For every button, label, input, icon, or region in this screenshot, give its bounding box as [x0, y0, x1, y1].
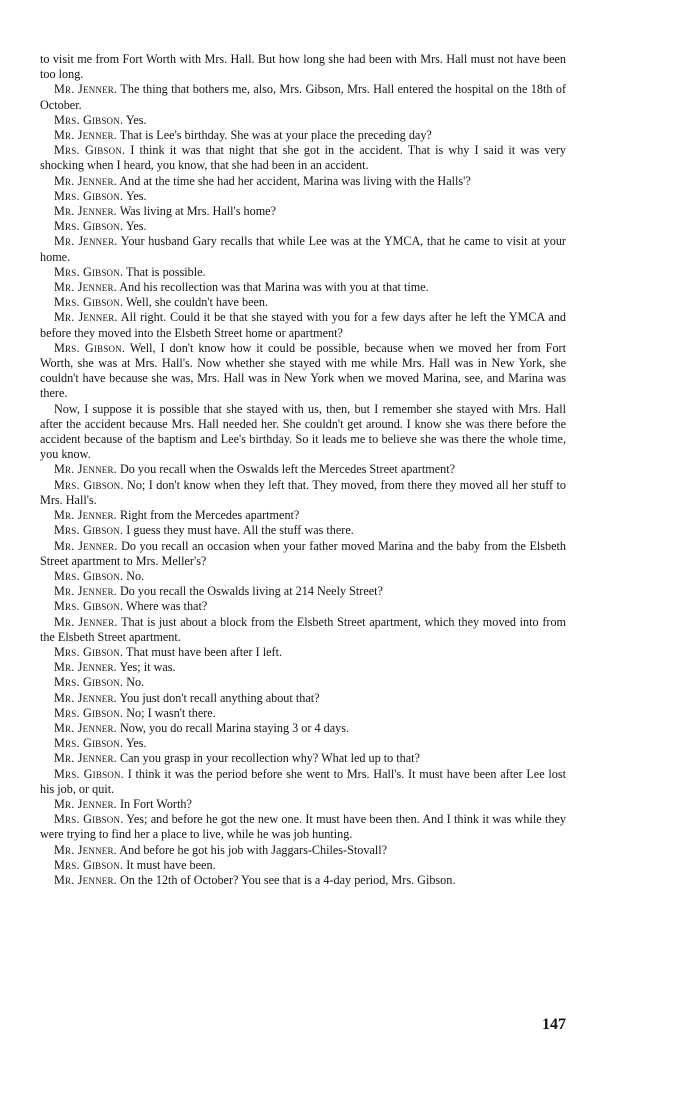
paragraph-text: No; I don't know when they left that. They moved, from there they moved all her stuff to Mrs. Hall's. [40, 477, 567, 507]
speaker-label: Mr. Jenner. [54, 173, 117, 188]
transcript-paragraph [40, 174, 566, 189]
transcript-paragraph [40, 691, 566, 706]
paragraph-text: to visit me from Fort Worth with Mrs. Hall. But how long she had been with Mrs. Hall must not have been too long. [40, 52, 566, 82]
transcript-paragraph [40, 52, 566, 82]
paragraph-text: Was living at Mrs. Hall's home? [119, 204, 276, 219]
paragraph-text: Now, you do recall Marina staying 3 or 4 days. [119, 720, 349, 735]
speaker-label: Mrs. Gibson. [54, 219, 124, 234]
transcript-paragraph [40, 584, 566, 599]
paragraph-text: You just don't recall anything about that? [119, 690, 320, 705]
transcript-paragraph [40, 706, 566, 721]
paragraph-text: Yes. [125, 112, 147, 127]
speaker-label: Mrs. Gibson. [54, 736, 124, 751]
speaker-label: Mrs. Gibson. [54, 812, 124, 827]
paragraph-text: Do you recall an occasion when your father moved Marina and the baby from the Elsbeth Street apartment to Mrs. Meller's? [40, 538, 567, 568]
paragraph-text: Your husband Gary recalls that while Lee was at the YMCA, that he came to visit at your home. [40, 234, 566, 264]
transcript-paragraph [40, 478, 566, 508]
transcript-paragraph [40, 675, 566, 690]
speaker-label: Mrs. Gibson. [54, 477, 124, 492]
transcript-paragraph [40, 599, 566, 614]
speaker-label: Mr. Jenner. [54, 128, 117, 143]
speaker-label: Mr. Jenner. [54, 82, 118, 97]
transcript-paragraph [40, 843, 566, 858]
transcript-paragraph [40, 767, 566, 797]
paragraph-text: Well, she couldn't have been. [126, 295, 269, 310]
paragraph-text: Where was that? [126, 599, 208, 614]
speaker-label: Mrs. Gibson. [54, 705, 124, 720]
paragraph-text: Right from the Mercedes apartment? [119, 508, 300, 523]
paragraph-text: Yes; and before he got the new one. It must have been then. And I think it was while they were trying to find her a place to live, while he was job hunting. [40, 812, 566, 842]
speaker-label: Mrs. Gibson. [54, 675, 124, 690]
paragraph-text: All right. Could it be that she stayed with you for a few days after he left the YMCA and before they moved into the Elsbeth Street home or apartment? [40, 310, 567, 340]
speaker-label: Mr. Jenner. [54, 660, 117, 675]
speaker-label: Mrs. Gibson. [54, 644, 124, 659]
paragraph-text: Can you grasp in your recollection why? What led up to that? [119, 751, 420, 766]
speaker-label: Mrs. Gibson. [54, 766, 124, 781]
transcript-paragraph [40, 523, 566, 538]
transcript-paragraph [40, 858, 566, 873]
transcript-paragraph [40, 660, 566, 675]
speaker-label: Mr. Jenner. [54, 720, 117, 735]
transcript-paragraph [40, 143, 566, 173]
paragraph-text: Yes. [125, 188, 147, 203]
paragraph-text: That is possible. [126, 264, 206, 279]
speaker-label: Mrs. Gibson. [54, 857, 124, 872]
speaker-label: Mr. Jenner. [54, 234, 118, 249]
paragraph-text: I think it was the period before she went to Mrs. Hall's. It must have been after Lee lost his job, or quit. [40, 766, 566, 796]
paragraph-text: Well, I don't know how it could be possible, because when we moved her from Fort Worth, she was at Mrs. Hall's. Now whether she stayed with me while Mrs. Hall was in New York, she couldn't have because she was, Mrs. Hall was in New York when we moved Marina, see, and Marina was there. [40, 340, 566, 401]
transcript-paragraph [40, 295, 566, 310]
paragraph-text: That is just about a block from the Elsbeth Street apartment, which they moved into from the Elsbeth Street apartment. [40, 614, 567, 644]
speaker-label: Mrs. Gibson. [54, 143, 126, 158]
transcript-paragraph [40, 113, 566, 128]
paragraph-text: Yes. [125, 736, 147, 751]
transcript-paragraph [40, 751, 566, 766]
transcript-paragraph [40, 508, 566, 523]
speaker-label: Mrs. Gibson. [54, 112, 124, 127]
paragraph-text: On the 12th of October? You see that is a 4-day period, Mrs. Gibson. [119, 872, 456, 887]
paragraph-text: I think it was that night that she got in the accident. That is why I said it was very shocking when I heard, you know, that she had been in an accident. [40, 143, 567, 173]
speaker-label: Mr. Jenner. [54, 872, 117, 887]
transcript-paragraph [40, 82, 566, 112]
speaker-label: Mr. Jenner. [54, 584, 117, 599]
paragraph-text: I guess they must have. All the stuff was there. [126, 523, 354, 538]
transcript-paragraph [40, 204, 566, 219]
transcript-paragraph [40, 736, 566, 751]
transcript-paragraph [40, 189, 566, 204]
speaker-label: Mr. Jenner. [54, 508, 117, 523]
paragraph-text: In Fort Worth? [119, 796, 192, 811]
paragraph-text: The thing that bothers me, also, Mrs. Gibson, Mrs. Hall entered the hospital on the 18th of October. [40, 82, 566, 112]
paragraph-text: And his recollection was that Marina was with you at that time. [119, 280, 429, 295]
paragraph-text: Do you recall the Oswalds living at 214 Neely Street? [119, 584, 383, 599]
speaker-label: Mr. Jenner. [54, 614, 118, 629]
speaker-label: Mrs. Gibson. [54, 264, 124, 279]
paragraph-text: And before he got his job with Jaggars-Chiles-Stovall? [119, 842, 388, 857]
transcript-paragraph [40, 341, 566, 402]
transcript-paragraph [40, 539, 566, 569]
transcript-body [40, 52, 566, 888]
speaker-label: Mr. Jenner. [54, 310, 118, 325]
paragraph-text: No; I wasn't there. [126, 705, 216, 720]
paragraph-text: Yes; it was. [119, 660, 176, 675]
transcript-paragraph [40, 402, 566, 463]
speaker-label: Mr. Jenner. [54, 842, 117, 857]
transcript-paragraph [40, 128, 566, 143]
paragraph-text: That is Lee's birthday. She was at your place the preceding day? [119, 128, 432, 143]
speaker-label: Mr. Jenner. [54, 538, 118, 553]
page-number: 147 [542, 1016, 566, 1033]
speaker-label: Mr. Jenner. [54, 796, 117, 811]
speaker-label: Mr. Jenner. [54, 204, 117, 219]
paragraph-text: It must have been. [126, 857, 216, 872]
speaker-label: Mrs. Gibson. [54, 599, 124, 614]
transcript-paragraph [40, 797, 566, 812]
transcript-paragraph [40, 310, 566, 340]
transcript-paragraph [40, 645, 566, 660]
speaker-label: Mrs. Gibson. [54, 188, 124, 203]
paragraph-text: No. [126, 568, 145, 583]
transcript-paragraph [40, 280, 566, 295]
speaker-label: Mr. Jenner. [54, 280, 117, 295]
speaker-label: Mr. Jenner. [54, 751, 117, 766]
paragraph-text: Now, I suppose it is possible that she stayed with us, then, but I remember she stayed with Mrs. Hall after the accident because Mrs. Hall needed her. She couldn't get around. I know she was there before the accident because of the baptism and Lee's birthday. So it leads me to believe she was there the whole time, you know. [40, 401, 566, 462]
transcript-paragraph [40, 234, 566, 264]
transcript-paragraph [40, 219, 566, 234]
transcript-paragraph [40, 873, 566, 888]
paragraph-text: No. [126, 675, 145, 690]
transcript-paragraph [40, 615, 566, 645]
paragraph-text: Do you recall when the Oswalds left the Mercedes Street apartment? [119, 462, 456, 477]
speaker-label: Mrs. Gibson. [54, 340, 126, 355]
transcript-paragraph [40, 462, 566, 477]
paragraph-text: Yes. [125, 219, 147, 234]
speaker-label: Mr. Jenner. [54, 462, 117, 477]
speaker-label: Mrs. Gibson. [54, 568, 124, 583]
speaker-label: Mrs. Gibson. [54, 295, 124, 310]
transcript-paragraph [40, 812, 566, 842]
transcript-paragraph [40, 265, 566, 280]
speaker-label: Mrs. Gibson. [54, 523, 124, 538]
paragraph-text: And at the time she had her accident, Marina was living with the Halls'? [119, 173, 471, 188]
transcript-paragraph [40, 569, 566, 584]
transcript-paragraph [40, 721, 566, 736]
paragraph-text: That must have been after I left. [126, 644, 283, 659]
speaker-label: Mr. Jenner. [54, 690, 117, 705]
